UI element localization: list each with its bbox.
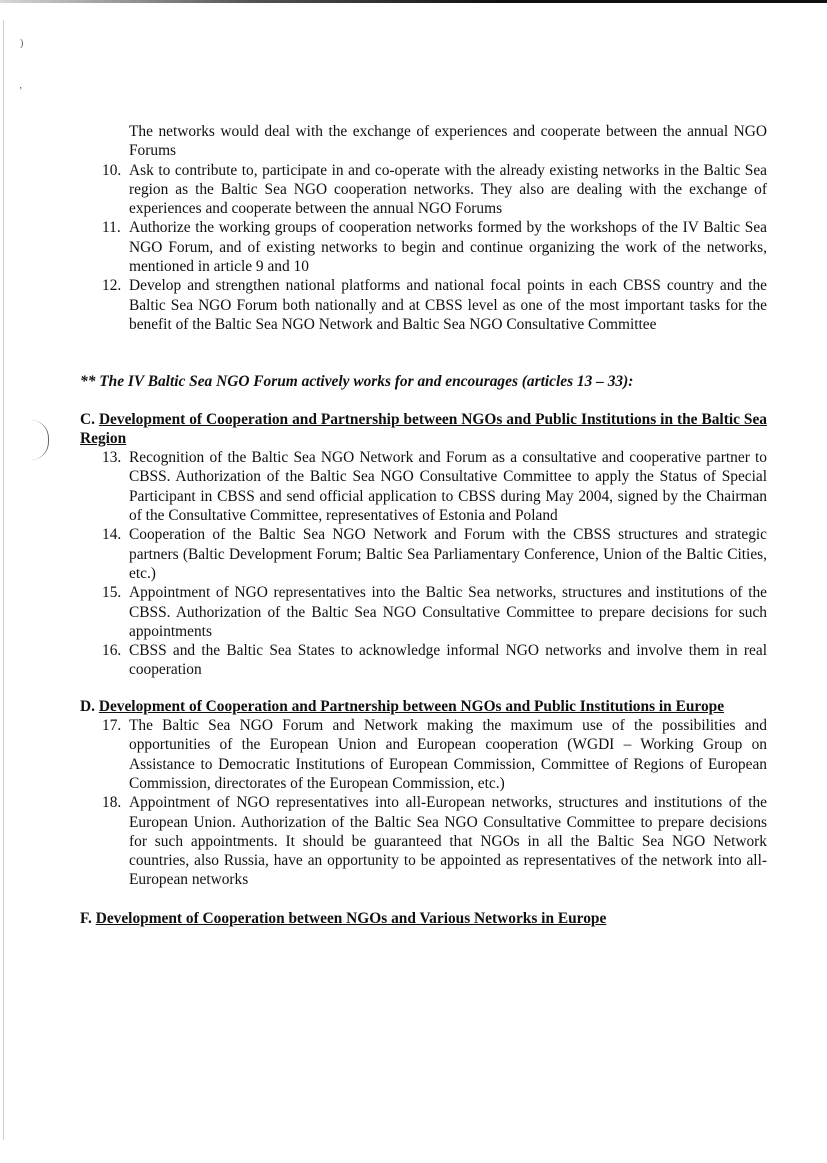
scan-left-edge bbox=[3, 20, 4, 1140]
item-number: 18. bbox=[102, 794, 122, 812]
item-number: 17. bbox=[102, 717, 122, 735]
item-text: Ask to contribute to, participate in and co-operate with the already existing networks in the Baltic Sea region as the Baltic Sea NGO cooperation networks. They also are dealing with the exchange of experiences and cooperate between the annual NGO Forums bbox=[129, 161, 767, 218]
item-number: 10. bbox=[102, 161, 122, 179]
section-d-heading bbox=[80, 697, 767, 716]
item-text: Recognition of the Baltic Sea NGO Network and Forum as a consultative and cooperative partner to CBSS. Authorization of the Baltic Sea NGO Consultative Committee to apply the Status of Special Participant in CBSS and send official application to CBSS during May 2004, signed by the Chairman of the Consultative Committee, representatives of Estonia and Poland bbox=[129, 449, 767, 525]
item-text: Appointment of NGO representatives into all-European networks, structures and institutions of the European Union. Authorization of the Baltic Sea NGO Consultative Committee to prepare decisions for such appointments. It should be guaranteed that NGOs in all the Baltic Sea NGO Network countries, also Russia, have an opportunity to be appointed as representatives of the network into all-European networks bbox=[129, 794, 767, 889]
list-item bbox=[80, 276, 767, 334]
section-letter: D. bbox=[80, 697, 95, 715]
scan-top-edge bbox=[0, 0, 827, 3]
item-text: Cooperation of the Baltic Sea NGO Network and Forum with the CBSS structures and strategic partners (Baltic Development Forum; Baltic Sea Parliamentary Conference, Union of the Baltic Cities, etc.) bbox=[129, 526, 767, 582]
margin-mark: ’ bbox=[19, 86, 23, 97]
section-c-heading bbox=[80, 410, 767, 449]
section-letter: F. bbox=[80, 909, 92, 927]
margin-mark: ) bbox=[20, 38, 24, 49]
section-f-heading bbox=[80, 909, 767, 928]
section-title: Development of Cooperation between NGOs and Various Networks in Europe bbox=[95, 909, 607, 927]
forum-statement: ** The IV Baltic Sea NGO Forum actively works for and encourages (articles 13 – 33): bbox=[80, 373, 634, 391]
item-number: 16. bbox=[102, 642, 122, 660]
article-list-top bbox=[80, 161, 767, 335]
item-text: Authorize the working groups of cooperation networks formed by the workshops of the IV Baltic Sea NGO Forum, and of existing networks to begin and continue organizing the work of the networks, mentioned in article 9 and 10 bbox=[129, 219, 767, 276]
item-number: 12. bbox=[102, 277, 122, 295]
document-page bbox=[80, 122, 767, 928]
list-item bbox=[80, 161, 767, 219]
section-d-list bbox=[80, 716, 767, 890]
item-number: 11. bbox=[102, 219, 121, 237]
item-text: CBSS and the Baltic Sea States to acknowledge informal NGO networks and involve them in real cooperation bbox=[129, 642, 767, 679]
punch-hole-mark bbox=[22, 420, 49, 460]
section-letter: C. bbox=[80, 410, 95, 428]
list-item bbox=[80, 641, 767, 680]
section-c-list bbox=[80, 448, 767, 680]
item-number: 15. bbox=[102, 584, 122, 602]
list-item bbox=[80, 448, 767, 525]
list-item bbox=[80, 716, 767, 793]
list-item bbox=[80, 793, 767, 889]
item-text: Develop and strengthen national platforms and national focal points in each CBSS country and the Baltic Sea NGO Forum both nationally and at CBSS level as one of the most important tasks for the benefit of the Baltic Sea NGO Network and Baltic Sea NGO Consultative Committee bbox=[129, 277, 767, 333]
list-item bbox=[80, 583, 767, 641]
item-number: 14. bbox=[102, 526, 122, 544]
section-title: Development of Cooperation and Partnership between NGOs and Public Institutions in Europe bbox=[98, 697, 725, 715]
item-number: 13. bbox=[102, 449, 122, 467]
item-text: Appointment of NGO representatives into the Baltic Sea networks, structures and institutions of the CBSS. Authorization of the Baltic Sea NGO Consultative Committee to prepare decisions for such appointments bbox=[129, 584, 767, 640]
list-item bbox=[80, 525, 767, 583]
list-item bbox=[80, 218, 767, 276]
intro-continuation: The networks would deal with the exchange of experiences and cooperate between the annual NGO Forums bbox=[129, 123, 767, 160]
section-title: Development of Cooperation and Partnership between NGOs and Public Institutions in the Baltic Sea Region bbox=[80, 410, 767, 447]
item-text: The Baltic Sea NGO Forum and Network making the maximum use of the possibilities and opportunities of the European Union and European cooperation (WGDI – Working Group on Assistance to Democratic Institutions of European Commission, Committee of Regions of European Commission, directorates of the European Commission, etc.) bbox=[129, 717, 767, 792]
